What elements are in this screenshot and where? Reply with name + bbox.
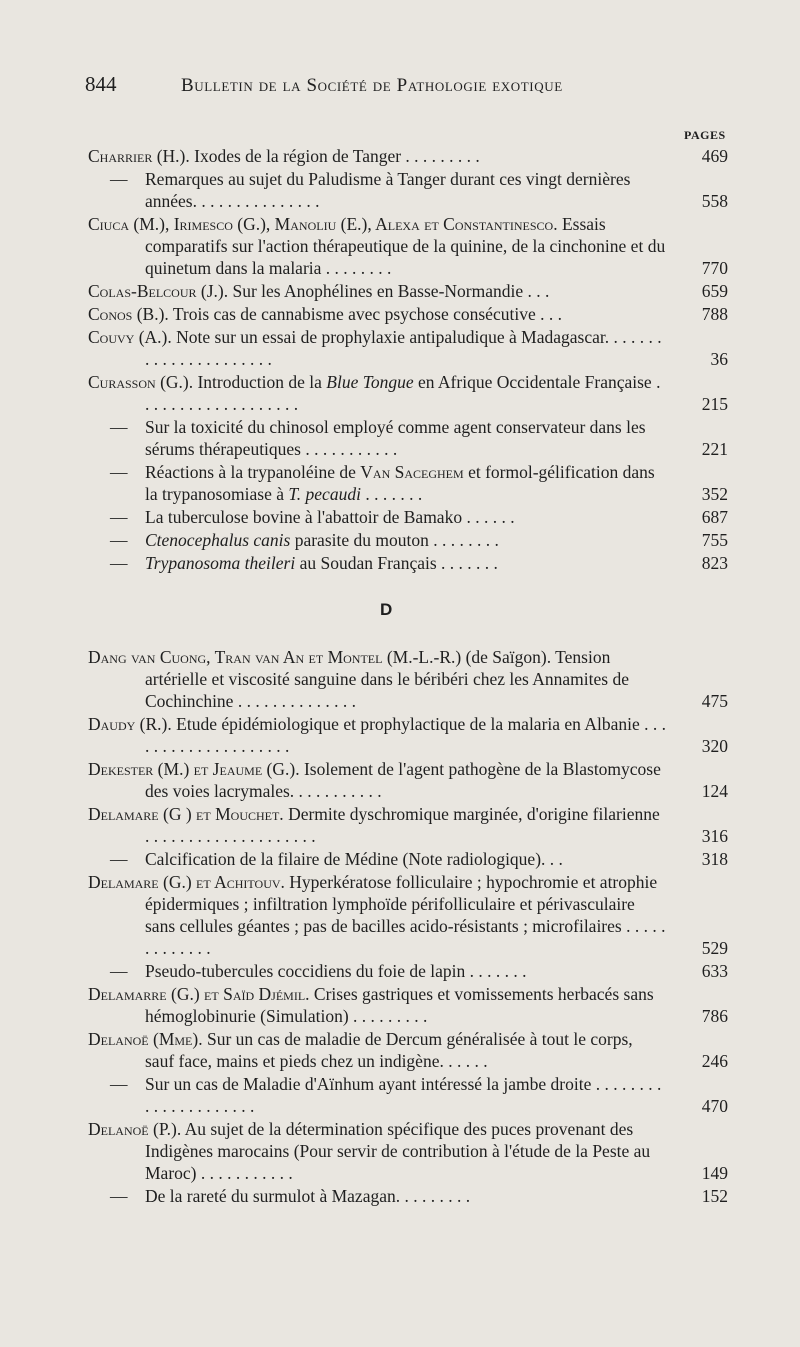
index-entry: [88, 713, 728, 757]
entry-page-number: 788: [701, 304, 728, 324]
entry-page-number: 823: [701, 553, 728, 573]
index-entry: [88, 168, 728, 212]
entry-title-part: en Afrique Occidentale Française . . . . . . . . . . . . . . . . . . .: [145, 372, 661, 414]
entry-author: Delamarre (G.) et Saïd Djémil.: [88, 984, 310, 1004]
entry-author: Daudy (R.).: [88, 714, 172, 734]
index-entry: [88, 416, 728, 460]
italic-term: T. pecaudi: [288, 484, 361, 504]
entry-text: [88, 168, 728, 212]
entry-title: Trois cas de cannabisme avec psychose consécutive . . .: [168, 304, 562, 324]
index-entry: [88, 758, 728, 802]
entry-page-number: 529: [701, 938, 728, 958]
entry-author: Dekester (M.) et Jeaume (G.).: [88, 759, 300, 779]
entry-text: [88, 461, 728, 505]
entry-author: Couvy (A.).: [88, 327, 172, 347]
entry-title-part: et formol-gélification dans la trypanosomiase à: [145, 462, 655, 504]
entry-title: Dermite dyschromique marginée, d'origine filarienne . . . . . . . . . . . . . . . . . . . .: [145, 804, 660, 846]
cited-name: Van Saceghem: [360, 462, 464, 482]
entry-text: [88, 646, 728, 712]
index-entry: [88, 326, 728, 370]
entry-page-number: 755: [701, 530, 728, 550]
entry-page-number: 633: [701, 961, 728, 981]
index-entry: [88, 461, 728, 505]
index-entry: [88, 280, 728, 302]
italic-term: Blue Tongue: [326, 372, 414, 392]
entry-text: [88, 803, 728, 847]
entry-page-number: 352: [701, 484, 728, 504]
index-entry: [88, 871, 728, 959]
entry-author: Dang van Cuong, Tran van An et Montel (M.-L.-R.): [88, 647, 462, 667]
entry-author: Ciuca (M.), Irimesco (G.), Manoliu (E.), Alexa et Constantinesco.: [88, 214, 558, 234]
index-entry: [88, 983, 728, 1027]
entry-text: [88, 758, 728, 802]
entry-title-part: Introduction de la: [193, 372, 327, 392]
ditto-dash: —: [110, 553, 128, 573]
entry-text: [88, 1185, 728, 1207]
entry-text: [88, 848, 728, 870]
entry-text: [88, 506, 728, 528]
index-entry: [88, 960, 728, 982]
entry-text: [88, 145, 728, 167]
entry-text: [88, 529, 728, 551]
entry-page-number: 221: [701, 439, 728, 459]
entry-page-number: 558: [701, 191, 728, 211]
index-entry: [88, 303, 728, 325]
entry-author: Curasson (G.).: [88, 372, 194, 392]
entry-text: [88, 983, 728, 1027]
entry-page-number: 469: [701, 146, 728, 166]
page-header: [85, 72, 735, 102]
ditto-dash: —: [110, 961, 128, 981]
entry-title: Essais comparatifs sur l'action thérapeutique de la quinine, de la cinchonine et du quinetum dans la malaria . . . . . . . .: [145, 214, 666, 278]
section-letter: D: [380, 600, 393, 619]
ditto-dash: —: [110, 849, 128, 869]
entry-text: [88, 1028, 728, 1072]
entry-title: Remarques au sujet du Paludisme à Tanger durant ces vingt dernières années. . . . . . . . . . . . . . .: [145, 169, 631, 211]
entry-title: Sur les Anophélines en Basse-Normandie . . .: [228, 281, 550, 301]
entry-title: Sur la toxicité du chinosol employé comme agent conservateur dans les sérums thérapeutiques . . . . . . . . . . .: [145, 417, 646, 459]
entry-page-number: 659: [701, 281, 728, 301]
entry-title: Ixodes de la région de Tanger . . . . . . . . .: [189, 146, 480, 166]
entry-author: Delamare (G ) et Mouchet.: [88, 804, 284, 824]
entry-text: [88, 213, 728, 279]
entry-title: Hyperkératose folliculaire ; hypochromie et atrophie épidermiques ; infiltration lymphoïde périfolliculaire et périvasculaire sans cellules géantes ; pas de bacilles acido-résistants ; microfilaires . . . . . . . . . . . . .: [145, 872, 666, 958]
entry-text: [88, 371, 728, 415]
entry-title-part: parasite du mouton . . . . . . . .: [290, 530, 499, 550]
italic-term: Ctenocephalus canis: [145, 530, 291, 550]
index-entry: [88, 506, 728, 528]
entry-page-number: 786: [701, 1006, 728, 1026]
index-entry: [88, 1118, 728, 1184]
entry-title: Isolement de l'agent pathogène de la Blastomycose des voies lacrymales. . . . . . . . . . .: [145, 759, 661, 801]
entry-text: [88, 326, 728, 370]
entry-text: [88, 303, 728, 325]
entry-title-part: . . . . . . .: [360, 484, 423, 504]
index-entries-group-2: [88, 646, 728, 1208]
entry-text: [88, 1118, 728, 1184]
italic-term: Trypanosoma theileri: [145, 553, 296, 573]
index-entry: [88, 646, 728, 712]
entry-title: Pseudo-tubercules coccidiens du foie de lapin . . . . . . .: [145, 961, 527, 981]
index-entry: [88, 1185, 728, 1207]
entry-title: De la rareté du surmulot à Mazagan. . . . . . . . .: [145, 1186, 471, 1206]
entry-page-number: 124: [701, 781, 728, 801]
entry-page-number: 470: [701, 1096, 728, 1116]
entry-title: Au sujet de la détermination spécifique des puces provenant des Indigènes marocains (Pour servir de contribution à l'étude de la Peste au Maroc) . . . . . . . . . . .: [145, 1119, 651, 1183]
ditto-dash: —: [110, 417, 128, 437]
ditto-dash: —: [110, 1074, 128, 1094]
index-entry: [88, 803, 728, 847]
entry-title: Crises gastriques et vomissements herbacés sans hémoglobinurie (Simulation) . . . . . . . . .: [145, 984, 654, 1026]
ditto-dash: —: [110, 507, 128, 527]
index-entries-group-1: [88, 145, 728, 575]
entry-text: [88, 871, 728, 959]
entry-page-number: 316: [701, 826, 728, 846]
index-entry: [88, 145, 728, 167]
index-entry: [88, 552, 728, 574]
index-entry: [88, 529, 728, 551]
entry-title-part: Réactions à la trypanoléine de: [145, 462, 361, 482]
entry-title-part: au Soudan Français . . . . . . .: [295, 553, 498, 573]
index-entry: [88, 213, 728, 279]
entry-page-number: 149: [701, 1163, 728, 1183]
entry-author: Charrier (H.).: [88, 146, 190, 166]
entry-author: Delamare (G.) et Achitouv.: [88, 872, 285, 892]
entry-title: Calcification de la filaire de Médine (Note radiologique). . .: [145, 849, 563, 869]
pages-column-label: PAGES: [684, 128, 726, 142]
entry-title: Sur un cas de Maladie d'Aïnhum ayant intéressé la jambe droite . . . . . . . . . . . . . . . . . . . . .: [145, 1074, 662, 1116]
index-entry: [88, 848, 728, 870]
entry-title: La tuberculose bovine à l'abattoir de Bamako . . . . . .: [145, 507, 515, 527]
entry-title: Note sur un essai de prophylaxie antipaludique à Madagascar. . . . . . . . . . . . . . . . . . . . . .: [145, 327, 662, 369]
entry-text: [88, 960, 728, 982]
ditto-dash: —: [110, 1186, 128, 1206]
entry-text: [88, 416, 728, 460]
entry-page-number: 246: [701, 1051, 728, 1071]
entry-author: Conos (B.).: [88, 304, 169, 324]
entry-page-number: 770: [701, 258, 728, 278]
entry-page-number: 475: [701, 691, 728, 711]
running-title: Bulletin de la Société de Pathologie exotique: [181, 75, 563, 96]
entry-author: Delanoë (P.).: [88, 1119, 182, 1139]
index-entry: [88, 1028, 728, 1072]
entry-title: Etude épidémiologique et prophylactique de la malaria en Albanie . . . . . . . . . . . . . . . . . . . .: [145, 714, 666, 756]
index-entry: [88, 1073, 728, 1117]
entry-page-number: 215: [701, 394, 728, 414]
entry-page-number: 320: [701, 736, 728, 756]
entry-text: [88, 552, 728, 574]
page-number: 844: [85, 72, 117, 96]
entry-page-number: 318: [701, 849, 728, 869]
entry-text: [88, 713, 728, 757]
entry-page-number: 687: [701, 507, 728, 527]
entry-page-number: 36: [710, 349, 728, 369]
ditto-dash: —: [110, 169, 128, 189]
entry-page-number: 152: [701, 1186, 728, 1206]
ditto-dash: —: [110, 530, 128, 550]
index-entry: [88, 371, 728, 415]
entry-author: Delanoë (Mme).: [88, 1029, 203, 1049]
entry-title: Sur un cas de maladie de Dercum généralisée à tout le corps, sauf face, mains et pieds chez un indigène. . . . . .: [145, 1029, 633, 1071]
entry-text: [88, 1073, 728, 1117]
ditto-dash: —: [110, 462, 128, 482]
entry-author: Colas-Belcour (J.).: [88, 281, 229, 301]
entry-title: (de Saïgon). Tension artérielle et viscosité sanguine dans le béribéri chez les Annamites de Cochinchine . . . . . . . . . . . . . .: [145, 647, 629, 711]
entry-text: [88, 280, 728, 302]
